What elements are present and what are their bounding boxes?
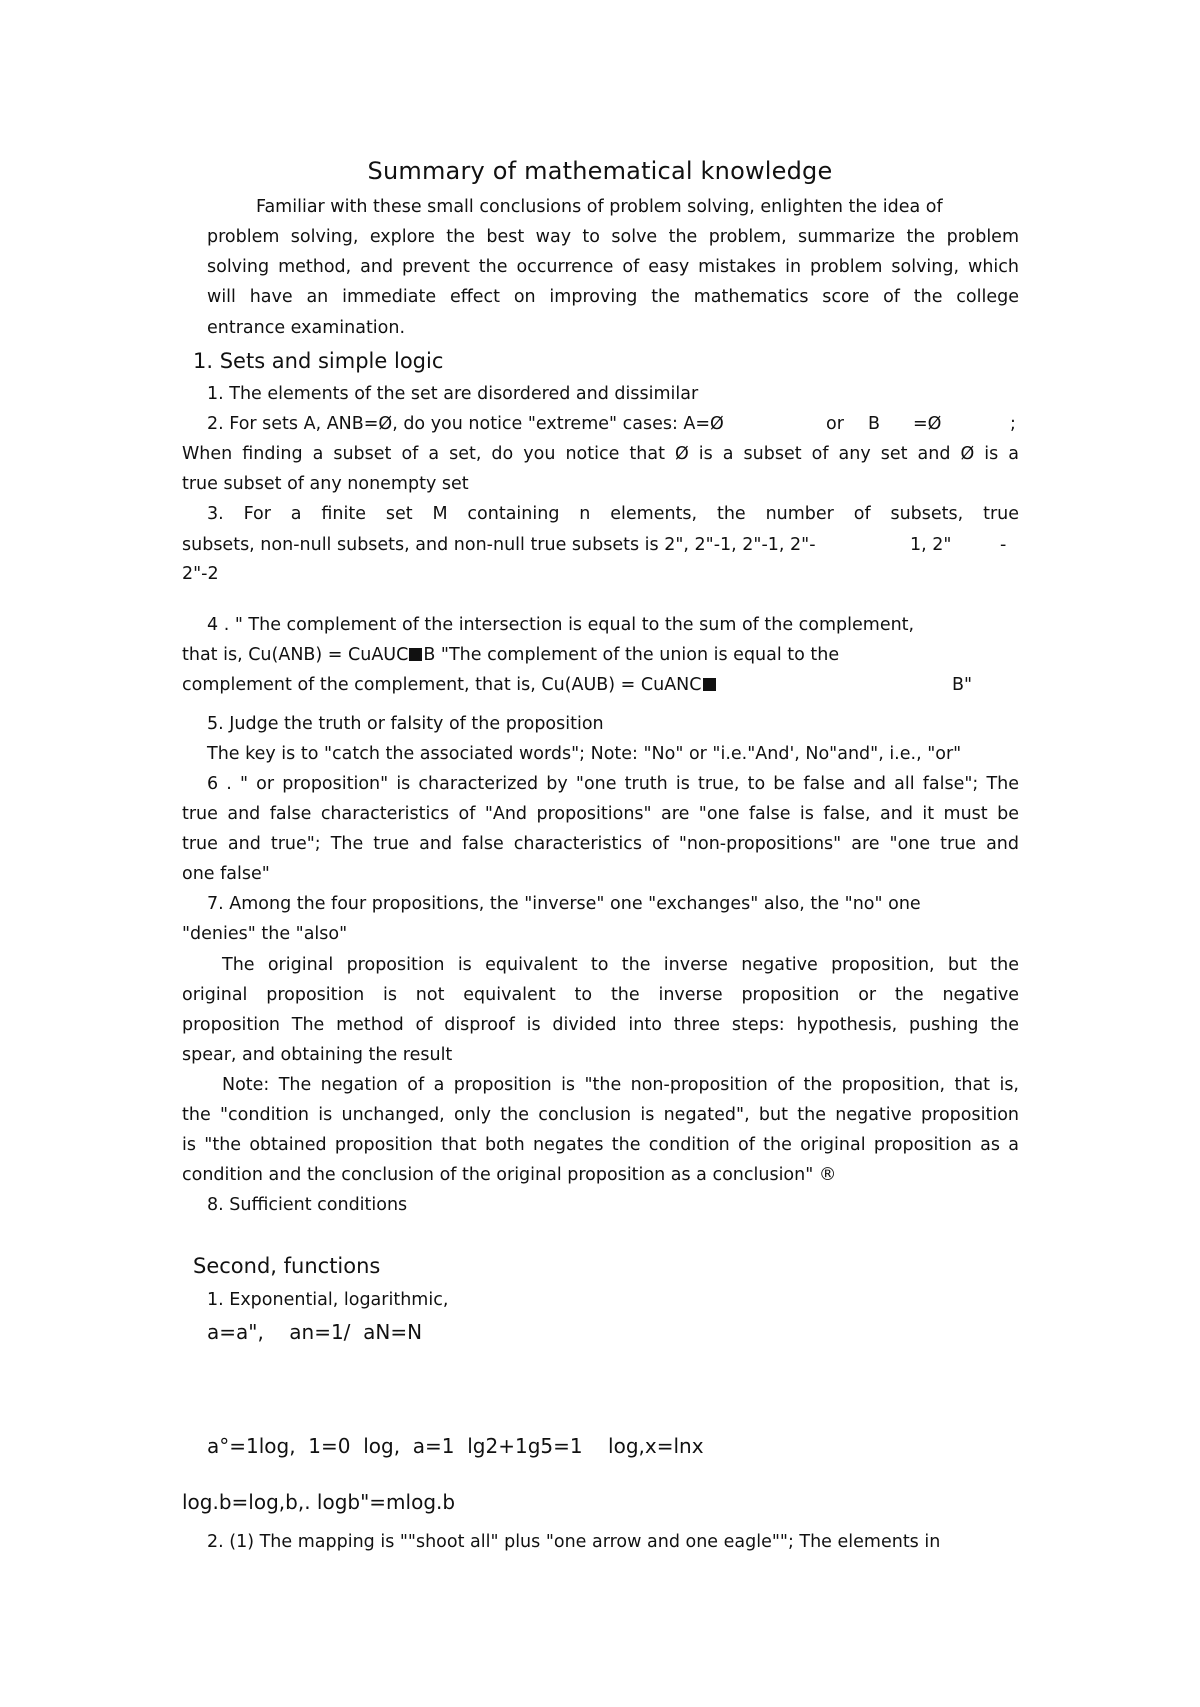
item-4-line-2-pre: that is, Cu(ANB) = CuAUC xyxy=(182,645,409,665)
section-heading-functions: Second, functions xyxy=(193,1254,381,1278)
item-6-line-3: true and true"; The true and false characteristics of "non-propositions" are "one true and xyxy=(182,834,1019,854)
square-glyph-icon xyxy=(409,648,422,661)
item-2-line-2: When finding a subset of a set, do you notice that Ø is a subset of any set and Ø is a xyxy=(182,444,1019,464)
item-1: 1. The elements of the set are disordered and dissimilar xyxy=(207,384,699,404)
item-3-line-2b: 1, 2" xyxy=(910,535,952,555)
item-2-semicolon: ; xyxy=(1010,414,1016,434)
formula-line-2: a°=1log, 1=0 log, a=1 lg2+1g5=1 log,x=lnx xyxy=(207,1434,704,1458)
item-2-or: or xyxy=(826,414,844,434)
item-4-line-2-post: B "The complement of the union is equal to the xyxy=(423,645,840,665)
item-6-line-2: true and false characteristics of "And propositions" are "one false is false, and it must be xyxy=(182,804,1019,824)
item-6-line-4: one false" xyxy=(182,864,270,884)
note-line-2: the "condition is unchanged, only the conclusion is negated", but the negative proposition xyxy=(182,1105,1019,1125)
item-5-note: The key is to "catch the associated words"; Note: "No" or "i.e."And', No"and", i.e., "or" xyxy=(207,744,962,764)
item-8: 8. Sufficient conditions xyxy=(207,1195,408,1215)
page-title: Summary of mathematical knowledge xyxy=(367,157,833,185)
note-line-3: is "the obtained proposition that both negates the condition of the original proposition as a xyxy=(182,1135,1019,1155)
item-7-line-1: 7. Among the four propositions, the "inverse" one "exchanges" also, the "no" one xyxy=(207,894,921,914)
item-2-eq: =Ø xyxy=(913,414,942,434)
formula-line-3: log.b=log,b,. logb"=mlog.b xyxy=(182,1490,456,1514)
item-6-line-1: 6 . " or proposition" is characterized by "one truth is true, to be false and all false"; The xyxy=(207,774,1019,794)
para-equivalence-line-4: spear, and obtaining the result xyxy=(182,1045,453,1065)
intro-line-5: entrance examination. xyxy=(207,318,406,338)
intro-line-3: solving method, and prevent the occurrence of easy mistakes in problem solving, which xyxy=(207,257,1019,277)
item-2-line-3: true subset of any nonempty set xyxy=(182,474,469,494)
item-4-line-3-end: B" xyxy=(952,675,973,695)
item-7-line-2: "denies" the "also" xyxy=(182,924,348,944)
sec2-item-1: 1. Exponential, logarithmic, xyxy=(207,1290,449,1310)
intro-line-2: problem solving, explore the best way to solve the problem, summarize the problem xyxy=(207,227,1019,247)
item-4-line-2 xyxy=(182,643,839,667)
section-heading-sets: 1. Sets and simple logic xyxy=(193,349,444,373)
para-equivalence-line-3: proposition The method of disproof is divided into three steps: hypothesis, pushing the xyxy=(182,1015,1019,1035)
sec2-item-2: 2. (1) The mapping is ""shoot all" plus "one arrow and one eagle""; The elements in xyxy=(207,1532,941,1552)
item-3-line-3: 2"-2 xyxy=(182,564,219,584)
item-4-line-3-pre: complement of the complement, that is, Cu(AUB) = CuANC xyxy=(182,675,702,695)
para-equivalence-line-2: original proposition is not equivalent to the inverse proposition or the negative xyxy=(182,985,1019,1005)
intro-line-4: will have an immediate effect on improving the mathematics score of the college xyxy=(207,287,1019,307)
square-glyph-icon xyxy=(703,678,716,691)
intro-line-1: Familiar with these small conclusions of problem solving, enlighten the idea of xyxy=(256,197,943,217)
item-5: 5. Judge the truth or falsity of the proposition xyxy=(207,714,604,734)
item-3-line-2: subsets, non-null subsets, and non-null true subsets is 2", 2"-1, 2"-1, 2"- xyxy=(182,535,816,555)
item-2-b: B xyxy=(868,414,881,434)
item-3-line-1: 3. For a finite set M containing n elements, the number of subsets, true xyxy=(207,504,1019,524)
item-2-line-1: 2. For sets A, ANB=Ø, do you notice "extreme" cases: A=Ø xyxy=(207,414,724,434)
item-4-line-3 xyxy=(182,673,717,697)
para-equivalence-line-1: The original proposition is equivalent to the inverse negative proposition, but the xyxy=(222,955,1019,975)
note-line-1: Note: The negation of a proposition is "the non-proposition of the proposition, that is, xyxy=(222,1075,1019,1095)
item-4-line-1: 4 . " The complement of the intersection is equal to the sum of the complement, xyxy=(207,615,915,635)
item-3-dash: - xyxy=(1000,535,1007,555)
formula-line-1: a=a", an=1/ aN=N xyxy=(207,1320,423,1344)
note-line-4: condition and the conclusion of the original proposition as a conclusion" ® xyxy=(182,1165,837,1185)
